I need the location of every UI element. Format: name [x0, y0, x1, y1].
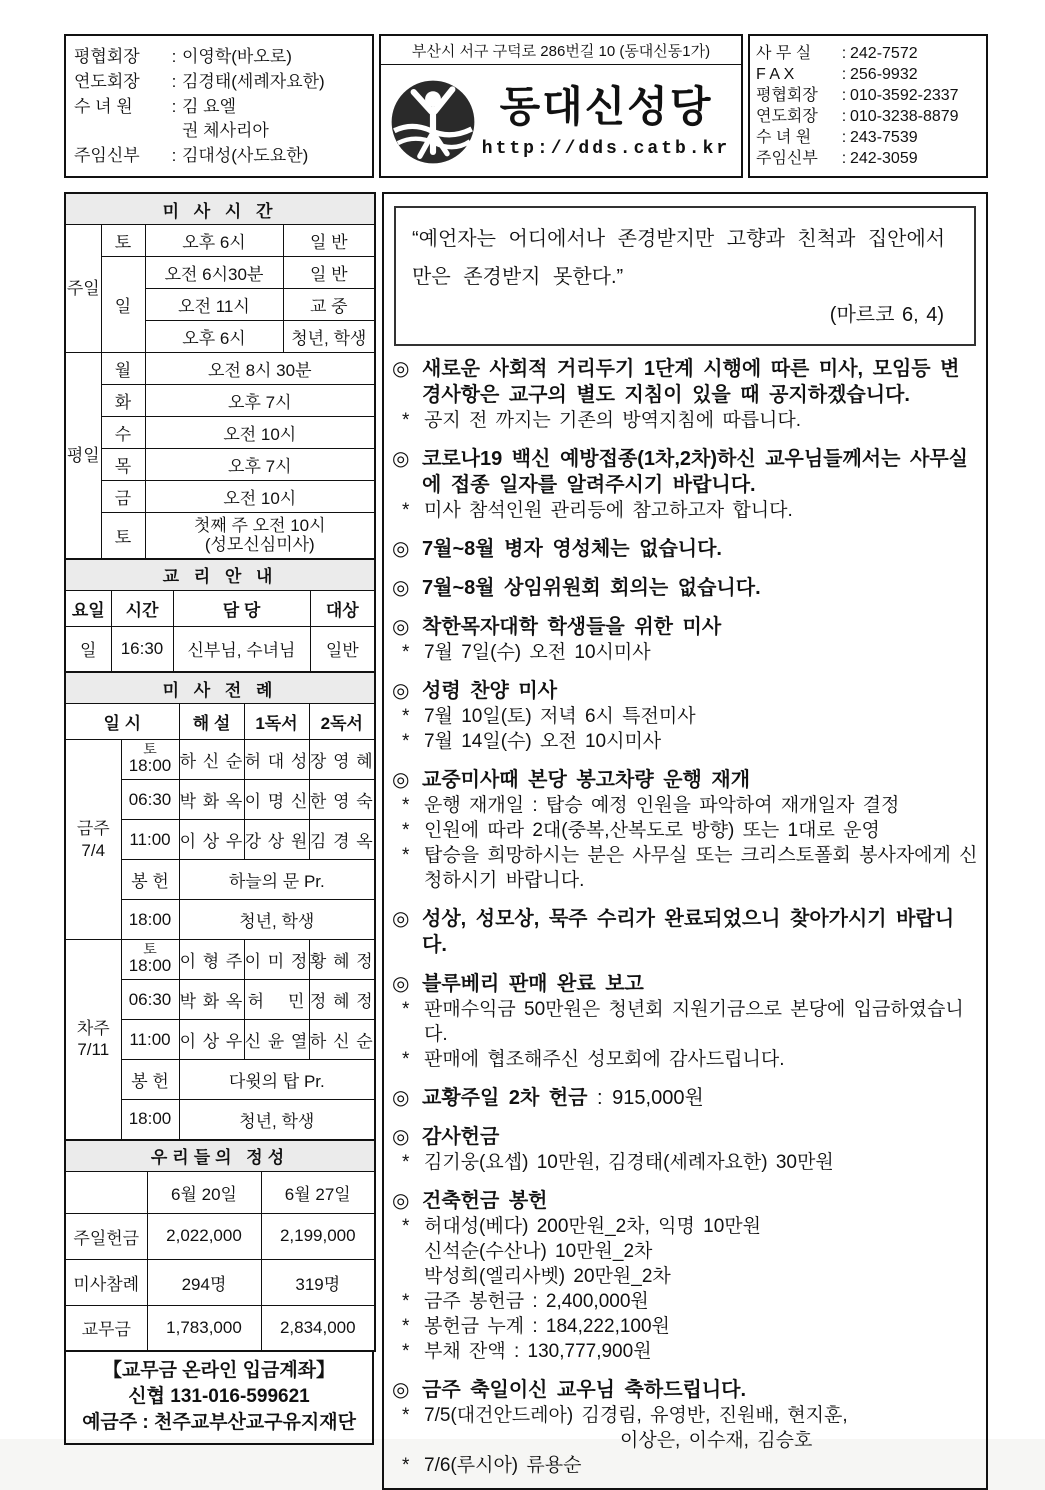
asterisk-icon: *	[402, 1216, 410, 1237]
time-cell	[145, 513, 375, 559]
week-label-line1: 금주	[76, 819, 110, 839]
official-value: 김대성(사도요한)	[182, 146, 309, 165]
amount-cell: 1,783,000	[147, 1305, 261, 1351]
time-cell: 18:00	[121, 1100, 179, 1140]
colon: :	[171, 71, 177, 91]
offerings-table	[64, 1139, 376, 1353]
announcement-detail: 미사 참석인원 관리등에 참고하고자 합니다.	[424, 500, 793, 521]
time-line1: 첫째 주 오전 10시	[193, 515, 326, 535]
contact-row	[756, 85, 980, 106]
church-name: 동대신성당	[499, 83, 713, 131]
announcement-detail: 운행 재개일 : 탑승 예정 인원을 파악하여 재개일자 결정	[424, 795, 900, 816]
group-label: 주일	[65, 225, 101, 353]
account-title: 【교무금 온라인 입금계좌】	[102, 1360, 336, 1381]
contact-value: 243-7539	[850, 129, 918, 146]
table-cell: 신부님, 수녀님	[173, 626, 310, 672]
church-website: http://dds.catb.kr	[481, 138, 731, 159]
announcement-detail: 금주 봉헌금 : 2,400,000원	[424, 1291, 649, 1312]
col-header: 1독서	[244, 704, 309, 740]
asterisk-icon: *	[402, 1291, 410, 1312]
group-cell: 청년, 학생	[179, 1100, 375, 1140]
announcement	[392, 1085, 978, 1111]
type-cell: 청년, 학생	[283, 321, 375, 353]
reader-cell: 이 형 주	[179, 940, 244, 980]
contact-value: 256-9932	[850, 66, 918, 83]
time-cell: 오후 6시	[145, 225, 283, 257]
announcement-detail: 허대성(베다) 200만원_2차, 익명 10만원	[424, 1216, 761, 1237]
announcement-title: 7월~8월 병자 영성체는 없습니다.	[422, 538, 722, 560]
amount-cell: 294명	[147, 1259, 261, 1305]
announcement-title: 성상, 성모상, 묵주 수리가 완료되었으니 찾아가시기 바랍니다.	[422, 908, 955, 956]
right-column	[382, 192, 988, 1490]
announcement-detail: 7/6(루시아) 류용순	[424, 1455, 582, 1476]
type-cell: 일 반	[283, 257, 375, 289]
asterisk-icon: *	[402, 500, 410, 521]
time-text: 18:00	[128, 756, 172, 776]
bullet-icon: ◎	[392, 769, 410, 791]
col-header: 6월 27일	[261, 1171, 375, 1213]
announcement-title: 금주 축일이신 교우님 축하드립니다.	[422, 1379, 747, 1401]
col-header: 6월 20일	[147, 1171, 261, 1213]
contact-value: 242-3059	[850, 150, 918, 167]
announcement	[392, 536, 978, 562]
bullet-icon: ◎	[392, 1126, 410, 1148]
col-header: 2독서	[309, 704, 375, 740]
bullet-icon: ◎	[392, 1087, 410, 1109]
table-cell: 16:30	[111, 626, 173, 672]
reader-cell: 신 윤 열	[244, 1020, 309, 1060]
contact-value: 242-7572	[850, 45, 918, 62]
header	[64, 34, 988, 178]
asterisk-icon: *	[402, 1152, 410, 1173]
notice-box	[382, 192, 988, 1490]
church-address: 부산시 서구 구덕로 286번길 10 (동대신동1가)	[381, 36, 741, 65]
announcement	[392, 614, 978, 665]
contact-row	[756, 64, 980, 85]
announcement-title: 교황주일 2차 헌금	[422, 1087, 588, 1109]
liturgy-table	[64, 671, 376, 1141]
online-account-box	[64, 1350, 374, 1445]
day-cell: 월	[101, 353, 145, 385]
official-label: 수 녀 원	[74, 96, 133, 116]
announcement	[392, 1124, 978, 1175]
time-cell: 오후 7시	[145, 449, 375, 481]
announcement-detail: 이상은, 이수재, 김승호	[620, 1430, 813, 1451]
colon: :	[171, 146, 177, 165]
reader-cell: 하 신 순	[179, 740, 244, 780]
bullet-icon: ◎	[392, 1379, 410, 1401]
announcement	[392, 767, 978, 893]
reader-cell: 허 민	[244, 980, 309, 1020]
time-cell	[121, 740, 179, 780]
time-cell: 06:30	[121, 980, 179, 1020]
official-label: 평협회장	[74, 47, 140, 66]
amount-cell: 2,834,000	[261, 1305, 375, 1351]
time-cell	[121, 940, 179, 980]
announcement	[392, 1377, 978, 1478]
table-cell: 일	[65, 626, 111, 672]
catechism-table	[64, 558, 376, 674]
asterisk-icon: *	[402, 820, 410, 841]
col-header: 담 당	[173, 590, 310, 626]
day-cell: 화	[101, 385, 145, 417]
gospel-quote-box	[394, 206, 976, 346]
time-cell: 오후 6시	[145, 321, 283, 353]
colon: :	[841, 129, 847, 146]
contact-label: F A X	[756, 66, 795, 83]
colon: :	[841, 150, 847, 167]
official-row	[74, 45, 364, 68]
announcement-detail: 인원에 따라 2대(중복,산복도로 방향) 또는 1대로 운영	[424, 820, 880, 841]
announcement-detail: 김기웅(요셉) 10만원, 김경태(세례자요한) 30만원	[424, 1152, 834, 1173]
announcement	[392, 678, 978, 754]
time-cell: 11:00	[121, 820, 179, 860]
reader-cell: 이 명 신	[244, 780, 309, 820]
asterisk-icon: *	[402, 642, 410, 663]
announcement-title: 성령 찬양 미사	[422, 680, 558, 702]
announcement-detail: 판매에 협조해주신 성모회에 감사드립니다.	[424, 1049, 785, 1070]
type-cell: 교 중	[283, 289, 375, 321]
day-mark: 토	[143, 741, 157, 758]
officials-box	[64, 34, 374, 178]
bullet-icon: ◎	[392, 358, 410, 380]
empty-cell	[65, 1171, 147, 1213]
announcement-detail: 공지 전 까지는 기존의 방역지침에 따릅니다.	[424, 410, 802, 431]
asterisk-icon: *	[402, 999, 410, 1020]
announcement-detail: 7월 14일(수) 오전 10시미사	[424, 731, 662, 752]
time-cell: 오후 7시	[145, 385, 375, 417]
day-cell: 토	[101, 513, 145, 559]
asterisk-icon: *	[402, 845, 410, 866]
reader-cell: 김 경 옥	[309, 820, 375, 860]
official-row	[74, 119, 364, 142]
col-header: 요일	[65, 590, 111, 626]
day-cell: 금	[101, 481, 145, 513]
gospel-quote-source: (마르코 6, 4)	[829, 304, 944, 326]
announcement-title: 블루베리 판매 완료 보고	[422, 973, 644, 995]
announcement-detail: 박성희(엘리사벳) 20만원_2차	[424, 1266, 671, 1287]
announcement	[392, 575, 978, 601]
announcement-detail: 신석순(수산나) 10만원_2차	[424, 1241, 653, 1262]
asterisk-icon: *	[402, 706, 410, 727]
announcement-detail: 7월 10일(토) 저녁 6시 특전미사	[424, 706, 696, 727]
time-text: 18:00	[128, 956, 172, 976]
official-label: 연도회장	[74, 71, 140, 91]
contact-label: 사 무 실	[756, 45, 812, 62]
time-cell: 오전 10시	[145, 481, 375, 513]
announcement	[392, 356, 978, 433]
contact-row	[756, 127, 980, 148]
section-title: 미 사 시 간	[65, 193, 375, 225]
day-cell: 토	[101, 225, 145, 257]
announcement-detail: 7/5(대건안드레아) 김경림, 유영반, 진원배, 현지훈,	[424, 1405, 848, 1426]
reader-cell: 허 대 성	[244, 740, 309, 780]
amount-cell: 2,022,000	[147, 1213, 261, 1259]
week-label-line1: 차주	[76, 1019, 110, 1038]
left-column	[64, 192, 374, 1490]
table-cell: 일반	[310, 626, 375, 672]
official-row	[74, 95, 364, 118]
asterisk-icon: *	[402, 731, 410, 752]
reader-cell: 강 상 원	[244, 820, 309, 860]
amount-cell: 319명	[261, 1259, 375, 1305]
contact-row	[756, 106, 980, 127]
type-cell: 일 반	[283, 225, 375, 257]
time-cell: 오전 10시	[145, 417, 375, 449]
group-label: 평일	[65, 353, 101, 559]
section-title: 미 사 전 례	[65, 672, 375, 704]
church-logo-icon	[389, 78, 477, 166]
section-title: 우리들의 정성	[65, 1140, 375, 1172]
account-number: 신협 131-016-599621	[128, 1386, 310, 1407]
week-label	[65, 940, 121, 1140]
reader-cell: 이 상 우	[179, 1020, 244, 1060]
official-value: 이영학(바오로)	[182, 47, 292, 66]
asterisk-icon: *	[402, 1049, 410, 1070]
announcement-title: 새로운 사회적 거리두기 1단계 시행에 따른 미사, 모임등 변경사항은 교구의 별도 지침이 있을 때 공지하겠습니다.	[422, 358, 960, 406]
colon	[166, 119, 182, 142]
time-cell: 봉 헌	[121, 1060, 179, 1100]
asterisk-icon: *	[402, 1341, 410, 1362]
official-label: 주임신부	[74, 146, 140, 165]
contacts-box	[748, 34, 988, 178]
announcement-title: 교중미사때 본당 봉고차량 운행 재개	[422, 769, 751, 791]
reader-cell: 이 상 우	[179, 820, 244, 860]
bullet-icon: ◎	[392, 680, 410, 702]
time-cell: 오전 8시 30분	[145, 353, 375, 385]
bullet-icon: ◎	[392, 448, 410, 470]
bullet-icon: ◎	[392, 538, 410, 560]
reader-cell: 이 미 정	[244, 940, 309, 980]
colon: :	[841, 87, 847, 104]
offering-group-cell: 하늘의 문 Pr.	[179, 860, 375, 900]
day-cell: 수	[101, 417, 145, 449]
asterisk-icon: *	[402, 410, 410, 431]
contact-label: 평협회장	[756, 87, 818, 104]
asterisk-icon: *	[402, 795, 410, 816]
asterisk-icon: *	[402, 1405, 410, 1426]
announcement-title: 감사헌금	[422, 1126, 500, 1148]
asterisk-icon: *	[402, 1455, 410, 1476]
reader-cell: 박 화 옥	[179, 780, 244, 820]
colon: :	[171, 96, 177, 116]
bullet-icon: ◎	[392, 973, 410, 995]
col-header: 대상	[310, 590, 375, 626]
row-label: 교무금	[65, 1305, 147, 1351]
mass-times-table	[64, 192, 376, 560]
bullet-icon: ◎	[392, 908, 410, 930]
gospel-quote: “예언자는 어디에서나 존경받지만 고향과 친척과 집안에서만은 존경받지 못한다.”	[412, 228, 946, 288]
time-cell: 오전 11시	[145, 289, 283, 321]
announcement-detail: 봉헌금 누계 : 184,222,100원	[424, 1316, 670, 1337]
contact-row	[756, 148, 980, 169]
announcement-title: 건축헌금 봉헌	[422, 1190, 548, 1212]
col-header: 시간	[111, 590, 173, 626]
announcement	[392, 446, 978, 523]
row-label: 미사참례	[65, 1259, 147, 1305]
reader-cell: 한 영 숙	[309, 780, 375, 820]
time-cell: 봉 헌	[121, 860, 179, 900]
reader-cell: 황 혜 정	[309, 940, 375, 980]
offering-group-cell: 다윗의 탑 Pr.	[179, 1060, 375, 1100]
announcement-title: 착한목자대학 학생들을 위한 미사	[422, 616, 722, 638]
masthead-main	[381, 65, 741, 176]
col-header: 일 시	[65, 704, 179, 740]
day-cell: 목	[101, 449, 145, 481]
contact-row	[756, 43, 980, 64]
announcement-detail: 부채 잔액 : 130,777,900원	[424, 1341, 652, 1362]
time-cell: 오전 6시30분	[145, 257, 283, 289]
bullet-icon: ◎	[392, 1190, 410, 1212]
reader-cell: 정 혜 정	[309, 980, 375, 1020]
colon: :	[841, 108, 847, 125]
announcement	[392, 1188, 978, 1364]
official-value: 권 체사리아	[182, 121, 269, 141]
bullet-icon: ◎	[392, 577, 410, 599]
time-cell: 18:00	[121, 900, 179, 940]
reader-cell: 장 영 혜	[309, 740, 375, 780]
week-label-line2: 7/4	[81, 840, 106, 860]
contact-label: 연도회장	[756, 108, 818, 125]
contact-value: 010-3592-2337	[850, 87, 959, 104]
group-cell: 청년, 학생	[179, 900, 375, 940]
announcement-title: 코로나19 백신 예방접종(1차,2차)하신 교우님들께서는 사무실에 접종 일자를 알려주시기 바랍니다.	[422, 448, 968, 496]
day-mark: 토	[143, 941, 157, 958]
amount-cell: 2,199,000	[261, 1213, 375, 1259]
row-label: 주일헌금	[65, 1213, 147, 1259]
contact-label: 주임신부	[756, 150, 818, 167]
col-header: 해 설	[179, 704, 244, 740]
time-cell: 11:00	[121, 1020, 179, 1060]
contact-label: 수 녀 원	[756, 129, 812, 146]
reader-cell: 하 신 순	[309, 1020, 375, 1060]
announcement	[392, 971, 978, 1072]
announcement-detail: 판매수익금 50만원은 청년회 지원기금으로 본당에 입금하였습니다.	[424, 999, 964, 1045]
official-row	[74, 70, 364, 93]
announcement-amount: : 915,000원	[587, 1087, 704, 1109]
week-label-line2: 7/11	[77, 1040, 110, 1060]
colon: :	[841, 45, 847, 62]
official-label	[74, 119, 166, 142]
colon: :	[841, 66, 847, 83]
announcement-detail: 7월 7일(수) 오전 10시미사	[424, 642, 651, 663]
official-row	[74, 144, 364, 167]
week-label	[65, 740, 121, 940]
bullet-icon: ◎	[392, 616, 410, 638]
colon: :	[171, 47, 177, 66]
time-cell: 06:30	[121, 780, 179, 820]
contact-value: 010-3238-8879	[850, 108, 959, 125]
masthead	[379, 34, 743, 178]
time-line2: (성모신심미사)	[204, 535, 315, 555]
section-title: 교 리 안 내	[65, 559, 375, 591]
reader-cell: 박 화 옥	[179, 980, 244, 1020]
announcement-title: 7월~8월 상임위원회 회의는 없습니다.	[422, 577, 761, 599]
day-cell: 일	[101, 257, 145, 353]
announcement-detail: 탑승을 희망하시는 분은 사무실 또는 크리스토폴회 봉사자에게 신청하시기 바랍니다.	[424, 845, 978, 891]
official-value: 김경태(세례자요한)	[182, 71, 325, 91]
account-holder: 예금주 : 천주교부산교구유지재단	[82, 1412, 356, 1433]
announcement-list	[392, 356, 978, 1478]
official-value: 김 요엘	[182, 96, 236, 116]
asterisk-icon: *	[402, 1316, 410, 1337]
announcement	[392, 906, 978, 958]
